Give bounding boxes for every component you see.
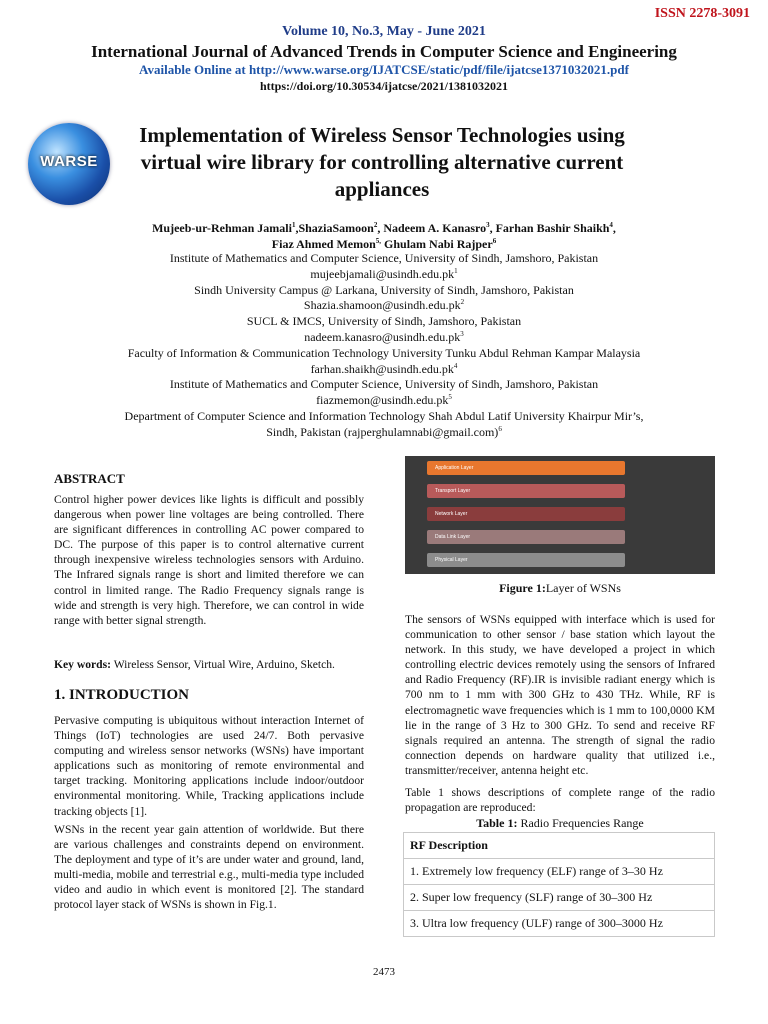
affiliation-email[interactable]: $fiazmemon@usindh.edu.pk^5$ bbox=[316, 393, 452, 408]
author-name: , Nadeem A. Kanasro bbox=[377, 221, 487, 235]
abstract-heading: ABSTRACT bbox=[54, 471, 125, 486]
affiliation-email[interactable]: Sindh, Pakistan (rajperghulamnabi@gmail.com)$^6$ bbox=[266, 424, 502, 439]
rf-table bbox=[403, 832, 715, 937]
affiliation-line: SUCL & IMCS, University of Sindh, Jamshoro, Pakistan bbox=[246, 314, 522, 329]
abstract-text: Control higher power devices like lights is difficult and possibly dangerous when power line voltages are being controlled. There are significant differences in controlling AC power compared to DC. The purpose of this paper is to control alternative current through inexpensive wireless technologies sensors with Arduino. The Infrared signals range is short and limited therefore we can control in limited range. The Radio Frequency signals range is wide and strength is very high. Therefore, we can control in wide range with better signal strength. bbox=[54, 493, 364, 627]
introduction-heading: 1. INTRODUCTION bbox=[54, 687, 190, 703]
keywords-label: Key words: bbox=[54, 658, 111, 671]
figure-caption: Figure 1:Layer of WSNs bbox=[499, 581, 621, 595]
table-row: 3. Ultra low frequency (ULF) range of 300–3000 Hz bbox=[404, 911, 715, 937]
volume-line: Volume 10, No.3, May - June 2021 bbox=[282, 24, 486, 39]
affiliation-email[interactable]: $nadeem.kanasro@usindh.edu.pk^3$ bbox=[304, 329, 464, 344]
warse-logo-text: WARSE bbox=[40, 153, 98, 170]
journal-name: International Journal of Advanced Trends in Computer Science and Engineering bbox=[91, 42, 677, 61]
paper-title: Implementation of Wireless Sensor Technologies using virtual wire library for controlling alternative current appliances bbox=[139, 123, 625, 201]
affiliation-email[interactable]: $Shazia.shamoon@usindh.edu.pk^2$ bbox=[303, 298, 465, 313]
affiliation-line: Department of Computer Science and Information Technology Shah Abdul Latif University Khairpur Mir’s, bbox=[124, 408, 644, 423]
author-list: Mujeeb-ur-Rehman Jamali$^1$,ShaziaSamoon$^2$, Nadeem A. Kanasro$^3$, Farhan Bashir Shaikh$^4$, Fiaz Ahmed Memon$^{5,}$ Ghulam Nabi Rajper$^6$ bbox=[152, 221, 616, 251]
page-number: 2473 bbox=[373, 966, 395, 978]
table-caption: Table 1: Radio Frequencies Range bbox=[476, 816, 644, 830]
affiliation-email[interactable]: $mujeebjamali@usindh.edu.pk^1$ bbox=[310, 266, 458, 281]
body-paragraph: The sensors of WSNs equipped with interface which is used for communication to other sensor / base station which layout the network. In this study, we have developed a project in which controlling electric devices remotely using the sensors of Infrared and Radio Frequency (RF).IR is invisible radiant energy which is 700 nm to 1 mm with 300 GHz to 430 THz. While, RF is electromagnetic wave frequencies which is 1 mm to 100,0000 KM lie in the range of 3 Hz to 300 GHz. To send and receive RF signals required an antenna. The strength of signal the radio connection depends on hardware quality that utilized i.e., transmitter/receiver, antenna height etc. bbox=[405, 613, 715, 777]
keywords bbox=[54, 657, 364, 672]
layer-bar: Network Layer bbox=[427, 507, 625, 521]
author-name: Mujeeb-ur-Rehman Jamali bbox=[152, 221, 292, 235]
affiliation-email[interactable]: $farhan.shaikh@usindh.edu.pk^4$ bbox=[310, 361, 458, 376]
doi-link[interactable]: https://doi.org/10.30534/ijatcse/2021/1381032021 bbox=[260, 79, 508, 93]
layer-bar: Physical Layer bbox=[427, 553, 625, 567]
warse-logo bbox=[28, 123, 110, 205]
available-online-link[interactable]: Available Online at http://www.warse.org/IJATCSE/static/pdf/file/ijatcse1371032021.pdf bbox=[139, 62, 629, 77]
layer-bar: Application Layer bbox=[427, 461, 625, 475]
affiliations bbox=[40, 251, 728, 441]
author-name: Ghulam Nabi Rajper bbox=[381, 237, 493, 251]
keywords-text: Wireless Sensor, Virtual Wire, Arduino, Sketch. bbox=[111, 658, 335, 671]
affiliation-line: Faculty of Information & Communication Technology University Tunku Abdul Rehman Kampar Malaysia bbox=[127, 345, 641, 360]
body-paragraph: Table 1 shows descriptions of complete range of the radio propagation are reproduced: bbox=[405, 786, 715, 815]
affiliation-line: Sindh University Campus @ Larkana, University of Sindh, Jamshoro, Pakistan bbox=[194, 282, 574, 297]
layer-bar: Transport Layer bbox=[427, 484, 625, 498]
introduction-paragraph-1: Pervasive computing is ubiquitous without interaction Internet of Things (IoT) technologies are used 24/7. Both pervasive computing and wireless sensor networks (WSNs) have important applications such as monitoring of remote environmental and target tracking. Monitoring applications include indoor/outdoor environmental monitoring. While, Tracking applications include tracking objects [1]. bbox=[54, 714, 364, 818]
table-row: 1. Extremely low frequency (ELF) range of 3–30 Hz bbox=[404, 859, 715, 885]
issn-label: ISSN 2278-3091 bbox=[654, 6, 750, 21]
author-name: ,ShaziaSamoon bbox=[295, 221, 374, 235]
layer-bar: Data Link Layer bbox=[427, 530, 625, 544]
author-name: Fiaz Ahmed Memon bbox=[271, 237, 376, 251]
table-row: 2. Super low frequency (SLF) range of 30–300 Hz bbox=[404, 885, 715, 911]
author-name: , Farhan Bashir Shaikh bbox=[489, 221, 610, 235]
protocol-stack-figure bbox=[405, 456, 715, 574]
affiliation-line: Institute of Mathematics and Computer Science, University of Sindh, Jamshoro, Pakistan bbox=[169, 251, 599, 265]
table-header: RF Description bbox=[404, 833, 715, 859]
introduction-paragraph-2: WSNs in the recent year gain attention of worldwide. But there are various challenges and constraints depend on environment. The deployment and type of it’s are under water and ground, land, multi-media, mobile and terrestrial e.g., multi-media type included video and audio in which event is monitored [2]. The standard protocol layer stack of WSNs is shown in Fig.1. bbox=[54, 823, 364, 912]
affiliation-line: Institute of Mathematics and Computer Science, University of Sindh, Jamshoro, Pakistan bbox=[169, 377, 599, 392]
